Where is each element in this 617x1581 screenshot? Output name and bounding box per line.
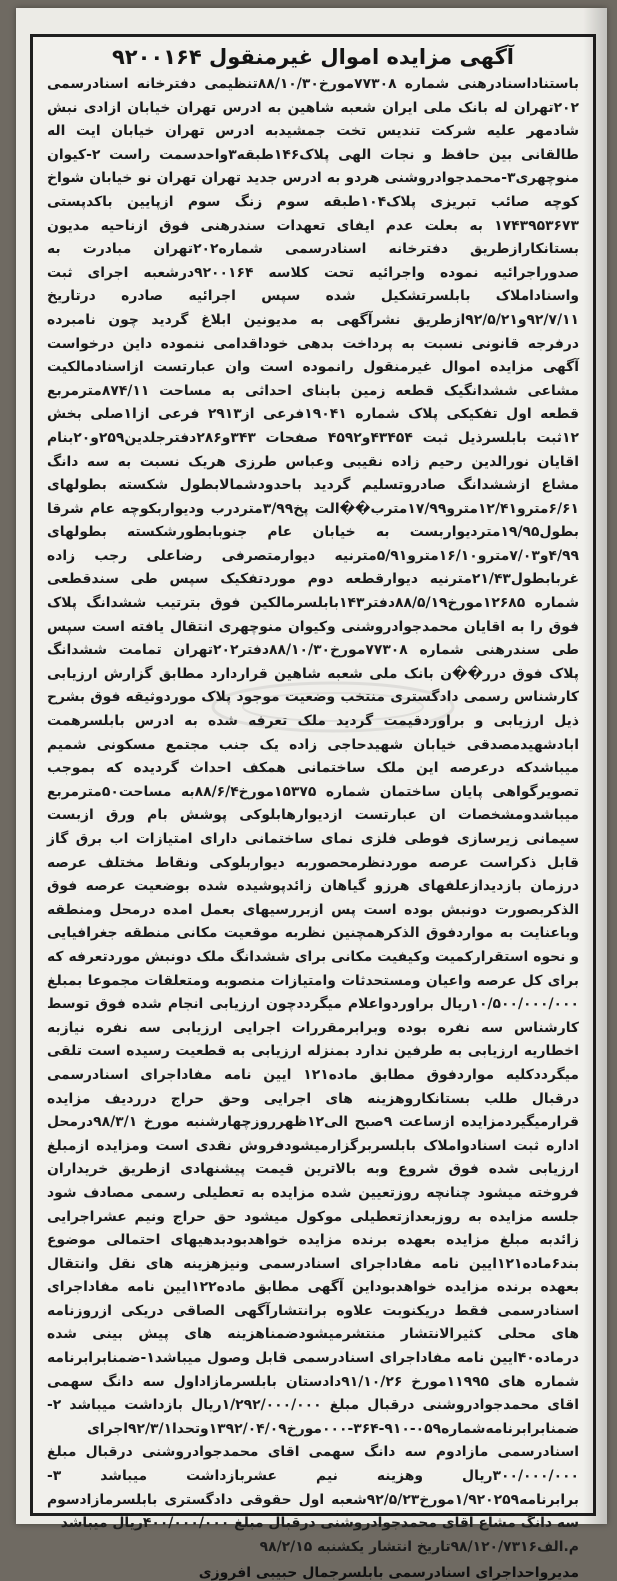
notice-body [47,73,579,1536]
notice-frame [30,34,596,1581]
publication-reference: م.الف۹۸/۱۲۰/۷۳۱۶تاریخ انتشار یکشنبه ۹۸/۲/۱۵ [259,1538,579,1555]
notice-title: آگهی مزایده اموال غیرمنقول ۹۲۰۰۱۶۴ [111,45,515,69]
newspaper-clipping [16,8,607,1581]
signatory-line: مدیرواحداجرای اسنادرسمی بابلسرجمال حبیبی افروزی [198,1565,579,1581]
notice-paragraph: باستناداسنادرهنی شماره ۷۷۳۰۸مورخ۸۸/۱۰/۳۰تنظیمی دفترخانه اسنادرسمی ۲۰۲تهران له بانک ملی ایران شعبه شاهین به ادرس تهران خیابان ازادی نبش شادمهر علیه شرکت تندیس تخت جمشیدبه ادرس تهران خیابان ایت اله طالقانی بین حافظ و نجات الهی پلاک۱۴۶طبقه۳واحدسمت راست ۲-کیوان منوچهری۳-محمدجوادروشنی هردو به ادرس جدید تهران تهران نو خیابان شواخ کوچه صائب تبریزی پلاک۱۰۴طبقه سوم زنگ سوم ازپایین باکدپستی ۱۷۴۳۹۵۳۶۷۳ به بعلت عدم ایفای تعهدات سندرهنی فوق ازناحیه مدیون بستانکارازطریق دفترخانه اسنادرسمی شماره۲۰۲تهران مبادرت به صدوراجرائیه نموده واجرائیه تحت کلاسه ۹۲۰۰۱۶۴درشعبه اجرای ثبت واسناداملاک بابلسرتشکیل شده سپس اجرائیه صادره درتاریخ ۹۲/۷/۱۱و۹۲/۵/۲۱ازطریق نشرآگهی به مدیونین ابلاغ گردید چون نامبرده درفرجه قانونی نسبت به پرداخت بدهی خوداقدامی ننموده داین درخواست آگهی مزایده اموال غیرمنقول رانموده است وان عبارتست ازاسنادمالکیت مشاعی ششدانگیک قطعه زمین بابنای احداثی به مساحت ۸۷۴/۱۱مترمربع قطعه اول تفکیکی پلاک شماره ۱۹۰۴۱فرعی از۲۹۱۳ فرعی ازا۱صلی بخش ۱۲ثبت بابلسرذیل ثبت ۴۳۴۵۴و۴۵۹۲ صفحات ۳۴۳و۲۸۶دفترجلدین۲۵۹و۲۰بنام اقایان نورالدین رحیم زاده نقیبی وعباس طرزی هریک نسبت به سه دانگ مشاع ازششدانگ صادروتسلیم گردید باحدودشمالابطول شکسته بطولهای ۶/۶۱مترو۱۲/۴۱مترو۱۷/۹۹مترب��الت پخ۳/۹۹متردرب ودیواربکوچه عام شرقا بطول۱۹/۹۵متردیواربست به خیابان عام جنوبابطورشکسته بطولهای ۴/۹۹و۷/۰۳مترو۱۶/۱۰مترو۵/۹۱مترنیه دیوارمتصرفی رضاعلی رجب زاده غربابطول۲۱/۴۳مترنیه دیوارقطعه دوم موردتفکیک سپس طی سندقطعی شماره ۱۲۶۸۵مورخ۸۸/۵/۱۹دفتر۱۴۳بابلسرمالکین فوق بترتیب ششدانگ پلاک فوق را به اقایان محمدجوادروشنی وکیوان منوچهری انتقال یافته است سپس طی سندرهنی شماره ۷۷۳۰۸مورخ۸۸/۱۰/۳۰دفتر۲۰۲تهران تمامت ششدانگ پلاک فوق درر��ن بانک ملی شعبه شاهین قراردارد مطابق گزارش ارزیابی کارشناس رسمی دادگستری منتخب وضعیت موجود پلاک موردوثیقه فوق بشرح ذیل ارزیابی و براوردقیمت گردید ملک تعرفه شده به ادرس بابلسرهمت ابادشهیدمصدقی خیابان شهیدحاجی زاده یک جنب مجتمع مسکونی شمیم میباشدکه درعرصه این ملک ساختمانی همکف احداث گردیده که بموجب تصویرگواهی پایان ساختمان شماره ۱۵۳۷۵مورخ۸۸/۶/۴به مساحت۵۰مترمربع میباشدومشخصات ان عبارتست ازدیوارهابلوکی پوشش بام ورق ازبست سیمانی زیرسازی فوطی فلزی نمای ساختمانی دارای امتیازات اب برق گاز قابل ذکراست عرصه موردنظرمحصوربه دیواربلوکی ونقاط مختلف عرصه درزمان بازدیدازعلفهای هرزو گیاهان زائدپوشیده شده بوضعیت عرصه فوق الذکربصورت دونبش بوده است پس ازبررسیهای بعمل امده درمحل ومنطقه وباعنایت به مواردفوق الذکرهمچنین نظربه موقعیت مکانی منطقه جغرافیایی و نحوه استقرارکمیت وکیفیت مکانی برای ششدانگ ملک دونبش موردتعرفه که برای کل عرصه واعیان ومستحدثات وامتیازات منصوبه ومتعلقات مجموعا بمبلغ ۱۰/۵۰۰/۰۰۰/۰۰۰ریال براوردواعلام میگرددچون ارزیابی انجام شده فوق توسط کارشناس سه نفره بوده وبرابرمقررات اجرایی ارزیابی سه نفره نیازبه اخطاریه ارزیابی به طرفین ندارد بمنزله ارزیابی به قطعیت رسیده است تلقی میگرددکلیه مواردفوق مطابق ماده۱۲۱ ایین نامه مفاداجرای اسنادرسمی درقبال طلب بستانکاروهزینه های اجرایی وحق حراج درردیف مزایده قرارمیگیردمزایده ازساعت ۹صبح الی۱۲ظهرروزچهارشنبه مورخ ۹۸/۳/۱درمحل اداره ثبت اسنادواملاک بابلسربرگزارمیشودفروش نقدی است ومزایده ازمبلغ ارزیابی شده فوق شروع وبه بالاترین قیمت پیشنهادی ازطریق خریداران فروخته میشود چنانچه روزتعیین شده مزایده به تعطیلی رسمی مصادف شود جلسه مزایده به روزبعدازتعطیلی موکول میشود حق حراج ونیم عشراجرایی زائدبه مبلغ مزایده بعهده برنده مزایده خواهدبودبدهیهای احتمالی موضوع بند۶ماده۱۲۱ایین نامه مفاداجرای اسنادرسمی ونیزهزینه های نقل وانتقال بعهده برنده مزایده خواهدبوداین آگهی مطابق ماده۱۲۲ایین نامه مفاداجرای اسنادرسمی فقط دریکنوبت علاوه برانتشارآگهی الصاقی دریکی ازروزنامه های محلی کثیرالانتشار منتشرمیشودضمناهزینه های پیش بینی شده درماده۴۰ایین نامه مفاداجرای اسنادرسمی قابل وصول میباشد۱-ضمنابرابرنامه شماره های ۱۱۹۹۵مورخ ۹۱/۱۰/۲۶دادستان بابلسرمازاداول سه دانگ سهمی اقای محمدجوادروشنی درقبال مبلغ ۱/۲۹۲/۰۰۰/۰۰۰ریال بازداشت میباشد ۲-ضمنابرابرنامه‌شماره۰۵۹-۹۱۰-۳۶۴-۰۰۰مورخ۱۳۹۲/۰۴/۰۹وتحدا۹۲/۳/۱اجرای اسنادرسمی مازادوم سه دانگ سهمی اقای محمدجوادروشنی درقبال مبلغ ۳۰۰/۰۰۰/۰۰۰ریال وهزینه نیم عشربازداشت میباشد ۳-برابرنامه۱/۹۲۰۲۵۹مورخ۹۲/۵/۲۳شعبه اول حقوقی دادگستری بابلسرمازادسوم سه دانگ مشاع اقای محمدجوادروشنی درقبال مبلغ ۴۰۰/۰۰۰/۰۰۰ریال میباشد [47,76,580,1532]
